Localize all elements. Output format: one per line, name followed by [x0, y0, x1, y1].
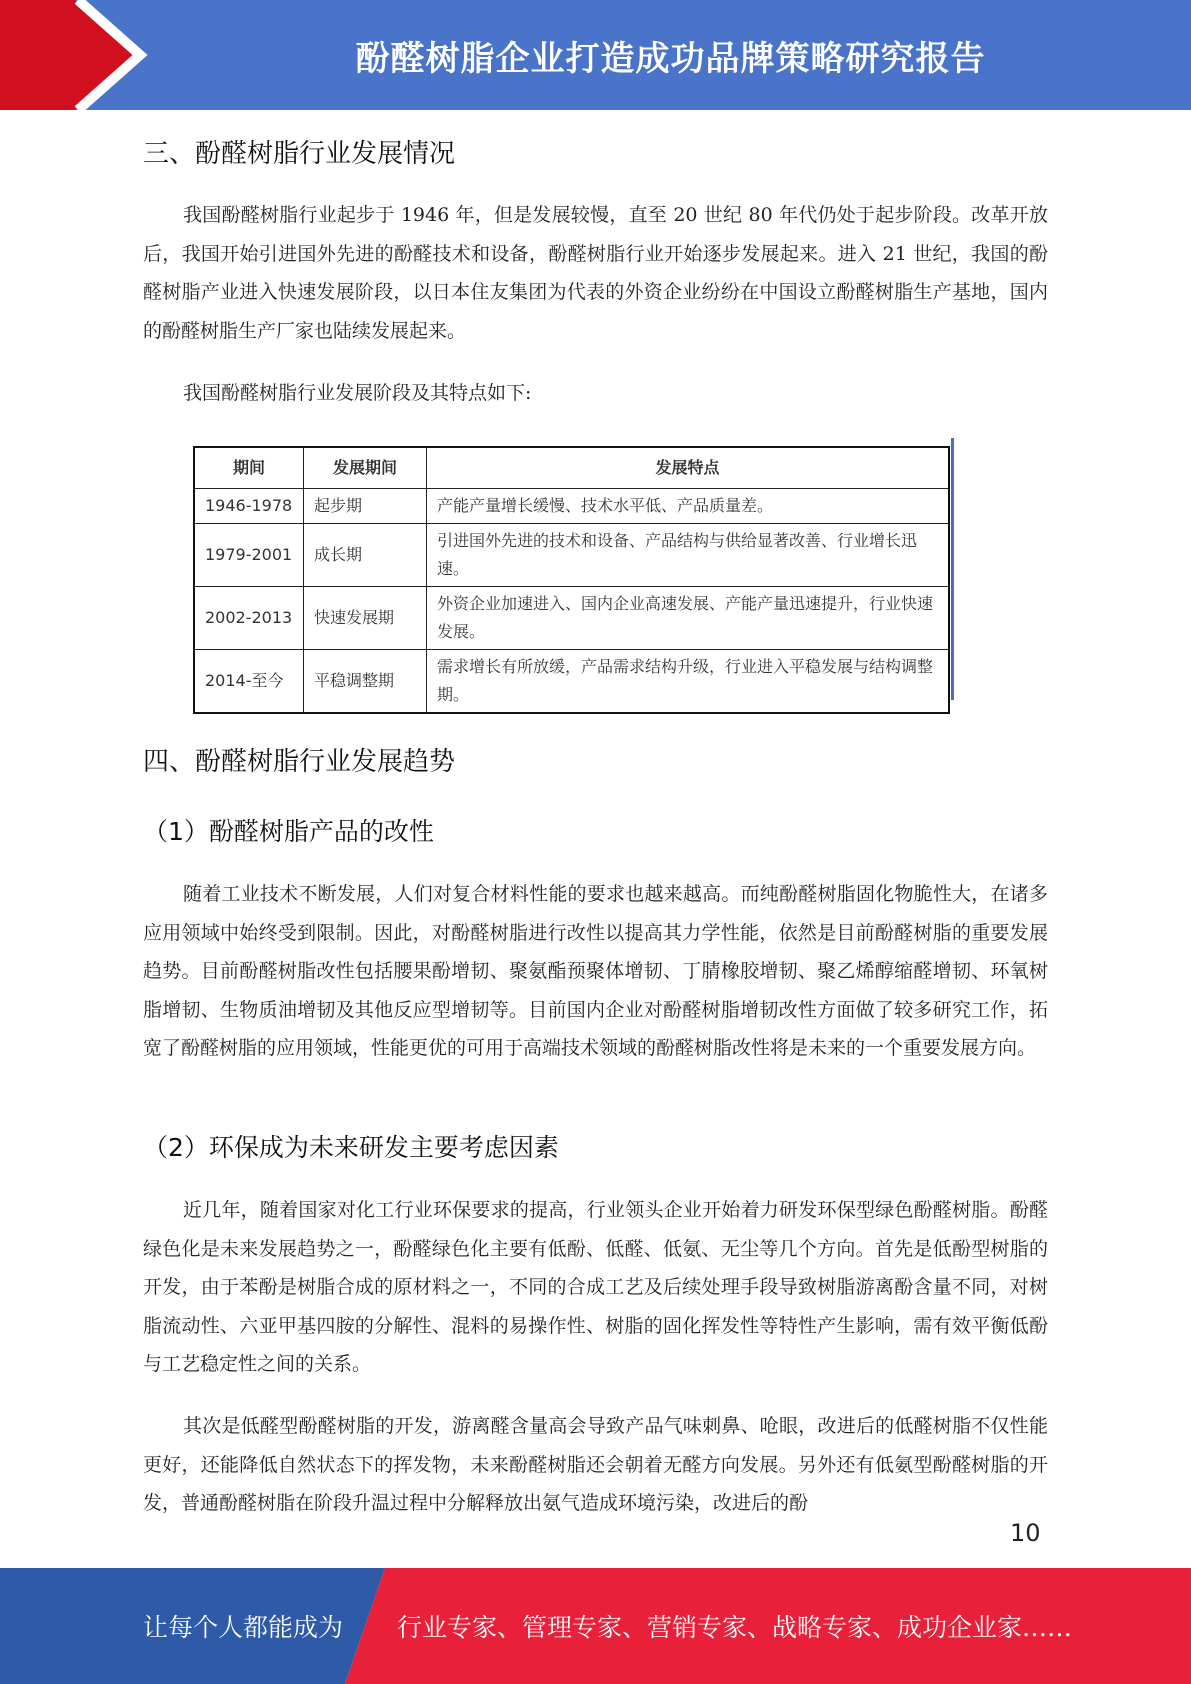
footer-slogan-left: 让每个人都能成为 — [143, 1613, 344, 1642]
table-cell-period: 1946-1978 — [194, 489, 304, 524]
table-cell-period: 1979-2001 — [194, 524, 304, 587]
section-3-paragraph-2: 我国酚醛树脂行业发展阶段及其特点如下: — [183, 382, 532, 404]
header-banner — [0, 0, 1191, 110]
table-header-row — [194, 447, 949, 489]
page-number: 10 — [1010, 1519, 1041, 1547]
table-header-period: 期间 — [194, 447, 304, 489]
table-row — [194, 489, 949, 524]
section-4-subheading-2: （2）环保成为未来研发主要考虑因素 — [143, 1133, 559, 1162]
table-row — [194, 650, 949, 714]
table-cell-stage: 起步期 — [304, 489, 427, 524]
section-4-paragraph-2: 近几年，随着国家对化工行业环保要求的提高，行业领头企业开始着力研发环保型绿色酚醛树脂。酚醛绿色化是未来发展趋势之一，酚醛绿色化主要有低酚、低醛、低氨、无尘等几个方向。首先是低酚型树脂的开发，由于苯酚是树脂合成的原材料之一，不同的合成工艺及后续处理手段导致树脂游离酚含量不同，对树脂流动性、六亚甲基四胺的分解性、混料的易操作性、树脂的固化挥发性等特性产生影响，需有效平衡低酚与工艺稳定性之间的关系。 — [143, 1199, 1048, 1375]
footer-banner — [0, 1568, 1191, 1684]
table-header-features: 发展特点 — [427, 447, 950, 489]
table-row — [194, 524, 949, 587]
header-red-chevron — [0, 0, 150, 110]
table-cell-features: 外资企业加速进入、国内企业高速发展、产能产量迅速提升，行业快速发展。 — [427, 587, 950, 650]
table-cell-features: 产能产量增长缓慢、技术水平低、产品质量差。 — [427, 489, 950, 524]
table-cell-features: 引进国外先进的技术和设备、产品结构与供给显著改善、行业增长迅速。 — [427, 524, 950, 587]
section-3-heading: 三、酚醛树脂行业发展情况 — [143, 139, 456, 169]
section-3-paragraph-1: 我国酚醛树脂行业起步于 1946 年，但是发展较慢，直至 20 世纪 80 年代仍处于起步阶段。改革开放后，我国开始引进国外先进的酚醛技术和设备，酚醛树脂行业开始逐步发展起来。进入 21 世纪，我国的酚醛树脂产业进入快速发展阶段，以日本住友集团为代表的外资企业纷纷在中国设立酚醛树脂生产基地，国内的酚醛树脂生产厂家也陆续发展起来。 — [143, 204, 1048, 342]
table-cell-period: 2014-至今 — [194, 650, 304, 714]
table-header-stage: 发展期间 — [304, 447, 427, 489]
table-row — [194, 587, 949, 650]
section-4-heading: 四、酚醛树脂行业发展趋势 — [143, 747, 456, 777]
report-title: 酚醛树脂企业打造成功品牌策略研究报告 — [355, 38, 986, 79]
footer-slogan-right: 行业专家、管理专家、营销专家、战略专家、成功企业家…… — [397, 1613, 1073, 1642]
section-4-paragraph-1: 随着工业技术不断发展，人们对复合材料性能的要求也越来越高。而纯酚醛树脂固化物脆性大，在诸多应用领域中始终受到限制。因此，对酚醛树脂进行改性以提高其力学性能，依然是目前酚醛树脂的重要发展趋势。目前酚醛树脂改性包括腰果酚增韧、聚氨酯预聚体增韧、丁腈橡胶增韧、聚乙烯醇缩醛增韧、环氧树脂增韧、生物质油增韧及其他反应型增韧等。目前国内企业对酚醛树脂增韧改性方面做了较多研究工作，拓宽了酚醛树脂的应用领域，性能更优的可用于高端技术领域的酚醛树脂改性将是未来的一个重要发展方向。 — [143, 883, 1048, 1059]
section-4-paragraph-3: 其次是低醛型酚醛树脂的开发，游离醛含量高会导致产品气味刺鼻、呛眼，改进后的低醛树脂不仅性能更好，还能降低自然状态下的挥发物，未来酚醛树脂还会朝着无醛方向发展。另外还有低氨型酚醛树脂的开发，普通酚醛树脂在阶段升温过程中分解释放出氨气造成环境污染，改进后的酚 — [143, 1415, 1048, 1514]
section-4-subheading-1: （1）酚醛树脂产品的改性 — [143, 817, 434, 846]
table-cell-stage: 平稳调整期 — [304, 650, 427, 714]
table-cell-stage: 成长期 — [304, 524, 427, 587]
table-cell-period: 2002-2013 — [194, 587, 304, 650]
table-cell-features: 需求增长有所放缓，产品需求结构升级，行业进入平稳发展与结构调整期。 — [427, 650, 950, 714]
table-cell-stage: 快速发展期 — [304, 587, 427, 650]
development-stage-table — [193, 446, 953, 714]
